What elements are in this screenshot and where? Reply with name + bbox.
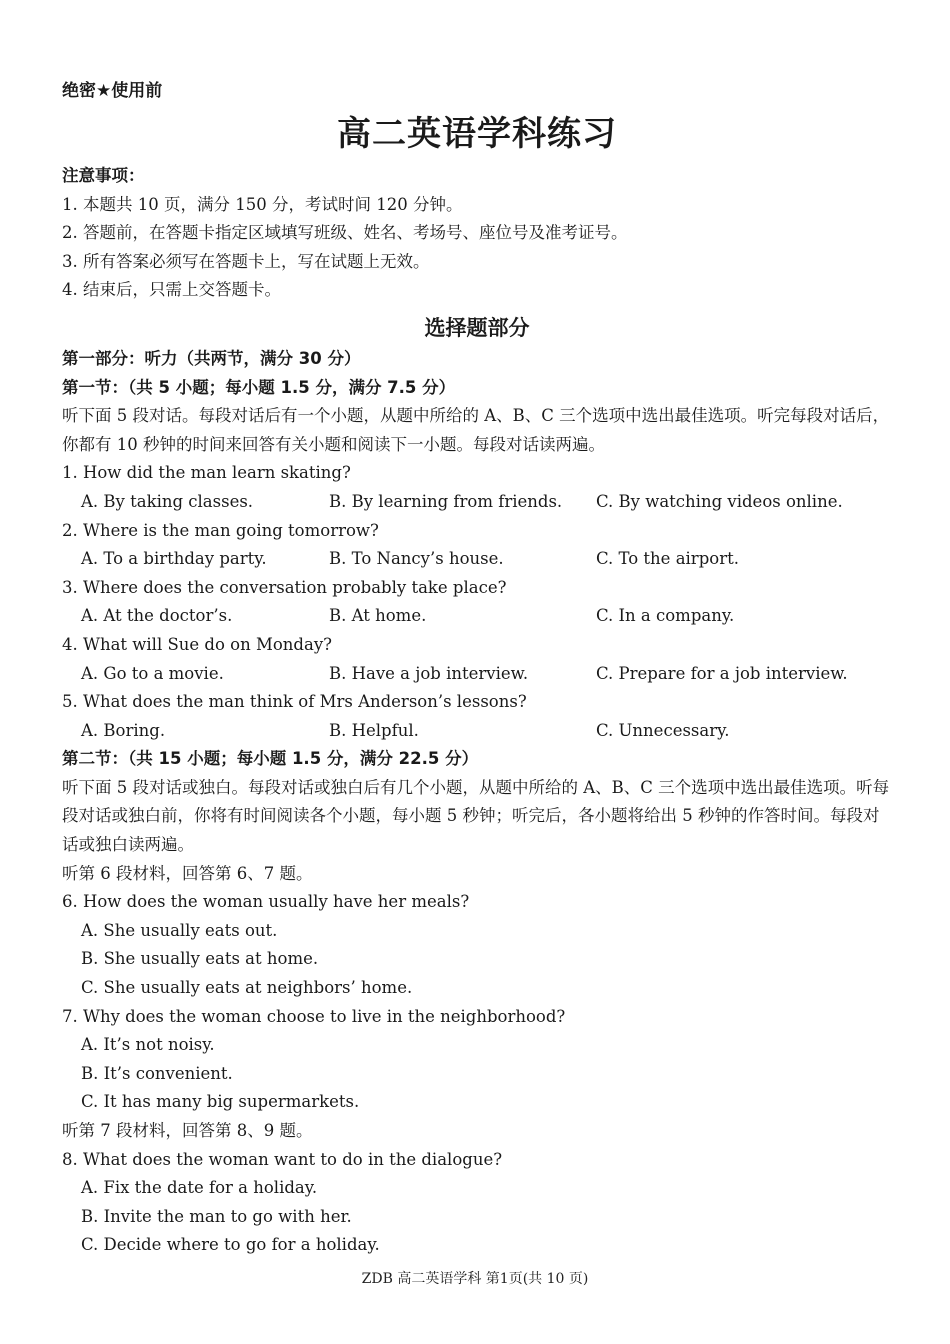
option-a: A. She usually eats out. <box>81 920 278 940</box>
option-c: C. It has many big supermarkets. <box>81 1092 360 1112</box>
question-3: 3. Where does the conversation probably take place? <box>62 577 507 597</box>
option-c: C. She usually eats at neighbors’ home. <box>81 978 413 998</box>
option-c: C. Prepare for a job interview. <box>596 663 848 683</box>
question-1: 1. How did the man learn skating? <box>62 463 351 483</box>
option-a: A. By taking classes. <box>81 491 254 511</box>
option-c: C. In a company. <box>596 606 735 626</box>
question-7: 7. Why does the woman choose to live in the neighborhood? <box>62 1006 566 1026</box>
question-4: 4. What will Sue do on Monday? <box>62 634 332 654</box>
page-footer: ZDB 高二英语学科 第1页(共 10 页) <box>361 1271 589 1287</box>
material-6-note: 听第 6 段材料，回答第 6、7 题。 <box>62 863 313 883</box>
sec1-instruction: 听下面 5 段对话。每段对话后有一个小题，从题中所给的 A、B、C 三个选项中选出最佳选项。听完每段对话后，你都有 10 秒钟的时间来回答有关小题和阅读下一小题。每段对话读两遍。 <box>62 406 890 454</box>
notice-item: 4. 结束后，只需上交答题卡。 <box>62 280 281 300</box>
option-a: A. It’s not noisy. <box>81 1035 215 1055</box>
option-b: B. It’s convenient. <box>81 1063 233 1083</box>
question-4-options <box>62 660 892 689</box>
question-2: 2. Where is the man going tomorrow? <box>62 520 379 540</box>
option-c: C. Decide where to go for a holiday. <box>81 1235 380 1255</box>
section-title: 选择题部分 <box>424 315 530 340</box>
notice-item: 1. 本题共 10 页，满分 150 分，考试时间 120 分钟。 <box>62 194 463 214</box>
question-1-options <box>62 488 892 517</box>
sec2-heading: 第二节：（共 15 小题；每小题 1.5 分，满分 22.5 分） <box>62 749 479 769</box>
confidential-label: 绝密★使用前 <box>62 81 163 101</box>
question-5: 5. What does the man think of Mrs Anderson’s lessons? <box>62 692 527 712</box>
option-c: C. Unnecessary. <box>596 720 730 740</box>
notice-heading: 注意事项： <box>62 166 145 185</box>
option-a: A. Fix the date for a holiday. <box>81 1178 318 1198</box>
option-a: A. To a birthday party. <box>81 549 267 569</box>
option-a: A. Go to a movie. <box>81 663 224 683</box>
notice-item: 2. 答题前，在答题卡指定区域填写班级、姓名、考场号、座位号及准考证号。 <box>62 223 628 243</box>
option-b: B. At home. <box>329 606 427 626</box>
option-b: B. Have a job interview. <box>329 663 529 683</box>
option-b: B. Invite the man to go with her. <box>81 1206 352 1226</box>
question-2-options <box>62 545 892 574</box>
option-a: A. At the doctor’s. <box>81 606 233 626</box>
question-3-options <box>62 602 892 631</box>
option-a: A. Boring. <box>81 720 166 740</box>
notice-item: 3. 所有答案必须写在答题卡上，写在试题上无效。 <box>62 251 430 271</box>
sec1-heading: 第一节：（共 5 小题；每小题 1.5 分，满分 7.5 分） <box>62 377 456 397</box>
option-b: B. By learning from friends. <box>329 491 563 511</box>
part1-heading: 第一部分：听力（共两节，满分 30 分） <box>62 348 361 368</box>
material-7-note: 听第 7 段材料，回答第 8、9 题。 <box>62 1121 313 1140</box>
option-c: C. To the airport. <box>596 549 739 569</box>
question-8: 8. What does the woman want to do in the dialogue? <box>62 1149 503 1169</box>
option-b: B. To Nancy’s house. <box>329 549 504 569</box>
option-c: C. By watching videos online. <box>596 491 843 511</box>
exam-page <box>62 76 892 1260</box>
page-title: 高二英语学科练习 <box>337 114 617 154</box>
sec2-instruction: 听下面 5 段对话或独白。每段对话或独白后有几个小题，从题中所给的 A、B、C 三个选项中选出最佳选项。听每段对话或独白前，你将有时间阅读各个小题，每小题 5 秒钟；听完后，各小题将给出 5 秒钟的作答时间。每段对话或独白读两遍。 <box>62 777 890 855</box>
question-6: 6. How does the woman usually have her meals? <box>62 892 470 912</box>
option-b: B. Helpful. <box>329 720 419 740</box>
question-5-options <box>62 717 892 746</box>
option-b: B. She usually eats at home. <box>81 949 319 969</box>
